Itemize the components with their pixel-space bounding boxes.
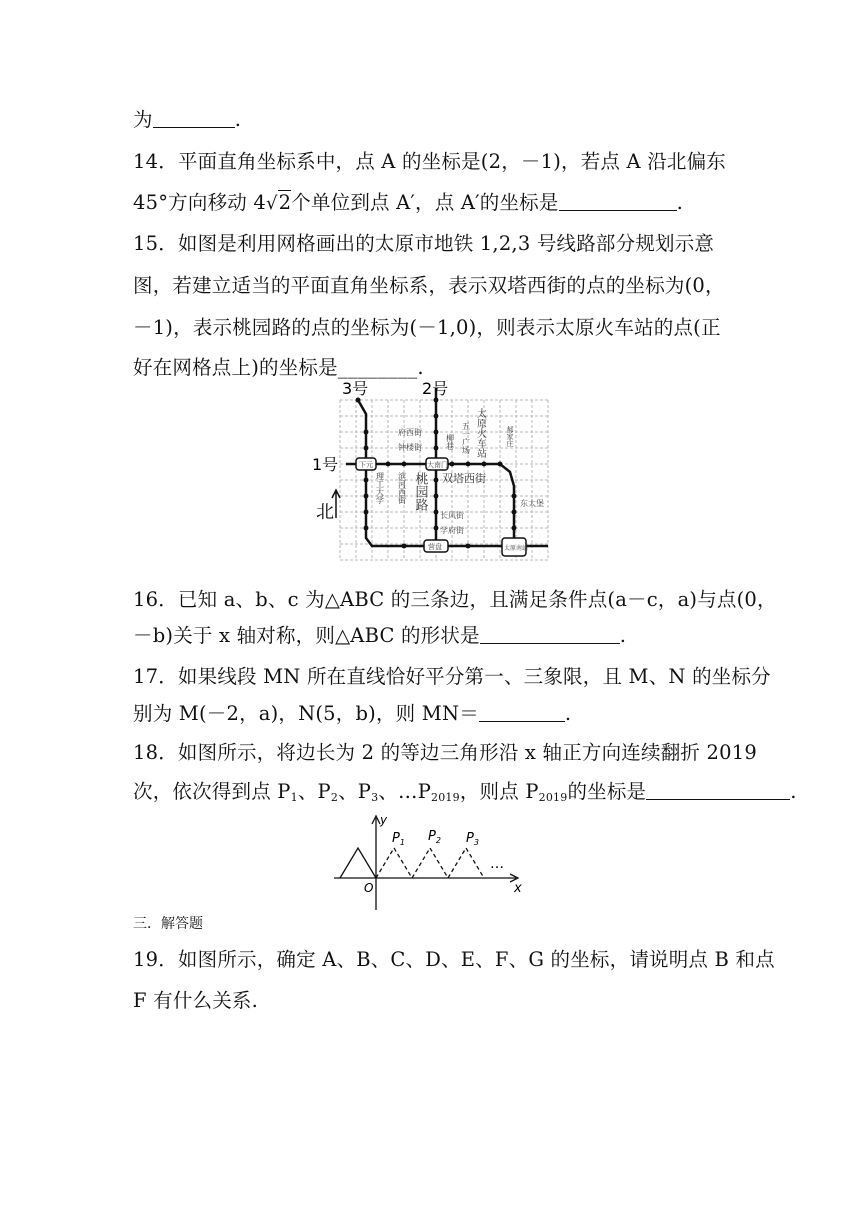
q14-line1: 14．平面直角坐标系中，点 A 的坐标是(2，－1)，若点 A 沿北偏东 — [133, 150, 727, 173]
q18-part-a: 次，依次得到点 P — [133, 780, 291, 803]
station-taiyuan-south: 太原南站 — [504, 545, 529, 552]
q19-line1: 19．如图所示，确定 A、B、C、D、E、F、G 的坐标，请说明点 B 和点 — [133, 948, 775, 971]
station-hub-bottom: 营盘 — [428, 543, 442, 551]
sqrt-icon: √ — [265, 193, 278, 214]
triangle-flip-figure — [330, 812, 530, 912]
p1-label — [392, 831, 405, 847]
station-xuefu: 学府街 — [440, 526, 464, 535]
q17-line1: 17．如果线段 MN 所在直线恰好平分第一、三象限，且 M、N 的坐标分 — [133, 665, 771, 688]
q13-lead: 为 — [133, 108, 153, 131]
y-axis-label: y — [380, 813, 388, 827]
q17-line2-text: 别为 M(－2，a)，N(5，b)，则 MN＝ — [133, 702, 479, 725]
station-taiyuan-station: 太原火车站 — [474, 408, 486, 458]
q19-line2: F 有什么关系. — [133, 989, 259, 1012]
station-fenhe: 滨河西街 — [397, 472, 407, 504]
q18-sub1: 1 — [290, 791, 298, 804]
p3-letter: P — [466, 831, 474, 846]
north-label: 北 — [316, 502, 334, 523]
metro-map-figure — [310, 378, 555, 568]
q18-sub2: 2 — [330, 791, 339, 804]
station-changfeng: 长风街 — [440, 511, 464, 520]
q17-end: . — [564, 702, 572, 725]
q18-part-c: 、P — [338, 780, 372, 803]
station-zhonglou: 钟楼街 — [398, 443, 422, 452]
q18-sub2019: 2019 — [431, 791, 460, 804]
q13-tail-line — [133, 104, 241, 132]
q18-line2 — [133, 776, 797, 804]
q18-sub2019-b: 2019 — [538, 791, 568, 804]
q14-radicand: 2 — [278, 191, 292, 214]
x-axis-label: x — [514, 881, 522, 896]
q16-line2 — [133, 620, 626, 648]
q15-line4: 好在网格点上)的坐标是________. — [133, 356, 424, 379]
p3-label — [466, 831, 479, 847]
p1-letter: P — [392, 831, 400, 846]
q13-end: . — [234, 108, 242, 131]
q14-end: . — [676, 191, 683, 214]
q14-line2 — [133, 187, 683, 215]
station-wuyi: 五一广场 — [461, 422, 471, 454]
line1-label: 1号 — [312, 455, 339, 474]
continuation-dots: … — [490, 856, 504, 872]
p2-letter: P — [428, 829, 436, 844]
q14-line2-a: 45°方向移动 4 — [133, 191, 266, 214]
q18-sub3: 3 — [371, 791, 379, 804]
solid-triangle — [340, 848, 376, 878]
p1-sub: 1 — [399, 838, 405, 847]
q17-answer-blank — [479, 701, 565, 722]
q18-part-b: 、P — [297, 780, 331, 803]
station-ligong: 理工大学 — [375, 472, 385, 504]
p2-label — [428, 829, 441, 845]
station-fuxijie: 府西街 — [398, 428, 422, 437]
station-taoyuan: 桃园路 — [412, 472, 428, 511]
q16-answer-blank — [480, 623, 620, 644]
q18-answer-blank — [646, 779, 790, 800]
origin-label: O — [364, 881, 374, 895]
station-dananmen: 大南门 — [427, 461, 448, 469]
q16-line1: 16．已知 a、b、c 为△ABC 的三条边，且满足条件点(a－c，a)与点(0， — [133, 588, 777, 611]
q16-end: . — [619, 624, 627, 647]
q18-part-e: ，则点 P — [459, 780, 539, 803]
q18-part-f: 的坐标是 — [567, 780, 647, 803]
q18-end: . — [790, 780, 797, 803]
q16-line2-text: －b)关于 x 轴对称，则△ABC 的形状是 — [133, 624, 480, 647]
station-liuxiang: 柳巷 — [445, 434, 455, 450]
q17-line2 — [133, 698, 571, 726]
q15-line1: 15．如图是利用网格画出的太原市地铁 1,2,3 号线路部分规划示意 — [133, 232, 715, 255]
section-title: 三．解答题 — [133, 916, 203, 932]
q14-answer-blank — [559, 190, 677, 211]
metro-line-1 — [346, 464, 514, 546]
q15-line3: －1)，表示桃园路的点的坐标为(－1,0)，则表示太原火车站的点(正 — [133, 316, 721, 339]
station-xiayuan: 下元 — [359, 461, 373, 469]
station-shuangta: 双塔西街 — [442, 472, 486, 485]
line2-label: 2号 — [422, 379, 449, 398]
q13-answer-blank — [153, 107, 235, 128]
p2-sub: 2 — [435, 836, 441, 845]
dashed-triangles — [376, 848, 484, 878]
p3-sub: 3 — [473, 838, 479, 847]
station-dongtaibao: 东太堡 — [520, 499, 544, 508]
line3-label: 3号 — [342, 379, 369, 398]
q15-line2: 图，若建立适当的平面直角坐标系，表示双塔西街的点的坐标为(0， — [133, 274, 725, 297]
q18-line1: 18．如图所示，将边长为 2 的等边三角形沿 x 轴正方向连续翻折 2019 — [133, 741, 757, 764]
q14-line2-b: 个单位到点 A′，点 A′的坐标是 — [291, 191, 559, 214]
q18-part-d: 、…P — [378, 780, 432, 803]
station-haojiazhuang: 郝家庄 — [506, 426, 514, 447]
